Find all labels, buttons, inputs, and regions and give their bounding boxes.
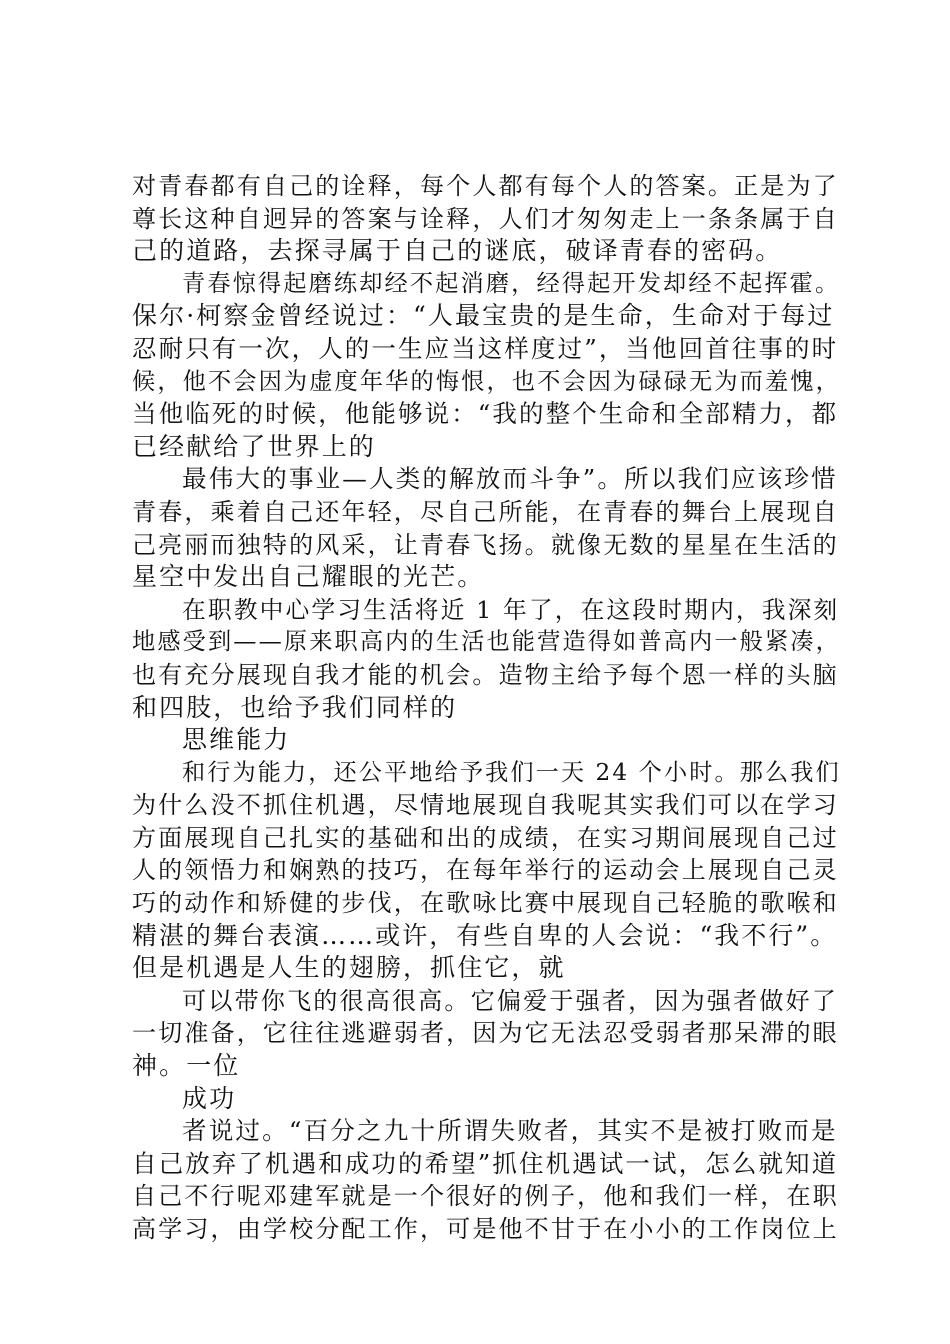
text-line: 也有充分展现自我才能的机会。造物主给予每个恩一样的头脑 (132, 660, 839, 689)
text-line: 忍耐只有一次，人的一生应当这样度过”，当他回首往事的时 (132, 333, 839, 363)
text-line: 青春，乘着自己还年轻，尽自己所能，在青春的舞台上展现自 (132, 497, 839, 526)
text-line: 巧的动作和矫健的步伐，在歌咏比赛中展现自己轻脆的歌喉和 (132, 889, 839, 918)
text-line: 地感受到——原来职高内的生活也能营造得如普高内一般紧凑， (132, 628, 841, 656)
text-line: 精湛的舞台表演……或许，有些自卑的人会说：“我不行”。 (132, 920, 838, 950)
text-line: 和四肢，也给予我们同样的 (132, 692, 458, 722)
text-line: 最伟大的事业—人类的解放而斗争”。所以我们应该珍惜 (182, 464, 838, 494)
text-line: 当他临死的时候，他能够说：“我的整个生命和全部精力，都 (132, 399, 839, 429)
document-body (132, 170, 841, 1246)
text-line: 候，他不会因为虚度年华的悔恨，也不会因为碌碌无为而羞愧， (132, 367, 841, 395)
text-line: 和行为能力，还公平地给予我们一天 24 个小时。那么我们 (182, 759, 841, 786)
text-line: 神。一位 (132, 1051, 241, 1081)
text-line: 者说过。“百分之九十所谓失败者，其实不是被打败而是 (182, 1116, 838, 1146)
text-line: 己亮丽而独特的风采，让青春飞扬。就像无数的星星在生活的 (132, 530, 839, 559)
text-line: 一切准备，它往往逃避弱者，因为它无法忍受弱者那呆滞的眼 (132, 1019, 839, 1048)
text-line: 已经献给了世界上的 (132, 431, 376, 461)
text-line: 为什么没不抓住机遇，尽情地展现自我呢其实我们可以在学习 (132, 791, 839, 820)
text-line: 人的领悟力和娴熟的技巧，在每年举行的运动会上展现自己灵 (132, 856, 839, 885)
text-line: 己的道路，去探寻属于自己的谜底，破译青春的密码。 (132, 236, 783, 266)
text-line: 对青春都有自己的诠释，每个人都有每个人的答案。正是为了 (132, 172, 839, 200)
text-line: 尊长这种自迥异的答案与诠释，人们才匆匆走上一条条属于自 (132, 204, 839, 233)
text-line: 星空中发出自己耀眼的光芒。 (132, 562, 485, 592)
text-line: 在职教中心学习生活将近 1 年了，在这段时期内，我深刻 (182, 595, 840, 624)
text-line: 自己放弃了机遇和成功的希望”抓住机遇试一试，怎么就知道 (132, 1148, 839, 1178)
text-line: 思维能力 (182, 725, 291, 755)
text-line: 可以带你飞的很高很高。它偏爱于强者，因为强者做好了 (182, 986, 839, 1015)
text-line: 但是机遇是人生的翅膀，抓住它，就 (132, 953, 566, 983)
text-line: 方面展现自己扎实的基础和出的成绩，在实习期间展现自己过 (132, 823, 839, 852)
text-line: 青春惊得起磨练却经不起消磨，经得起开发却经不起挥霍。 (182, 269, 841, 297)
text-line: 成功 (182, 1083, 237, 1113)
text-line: 保尔·柯察金曾经说过：“人最宝贵的是生命，生命对于每过 (132, 301, 835, 331)
text-line: 自己不行呢邓建军就是一个很好的例子，他和我们一样，在职 (132, 1182, 839, 1211)
text-line: 高学习，由学校分配工作，可是他不甘于在小小的工作岗位上 (132, 1215, 839, 1243)
